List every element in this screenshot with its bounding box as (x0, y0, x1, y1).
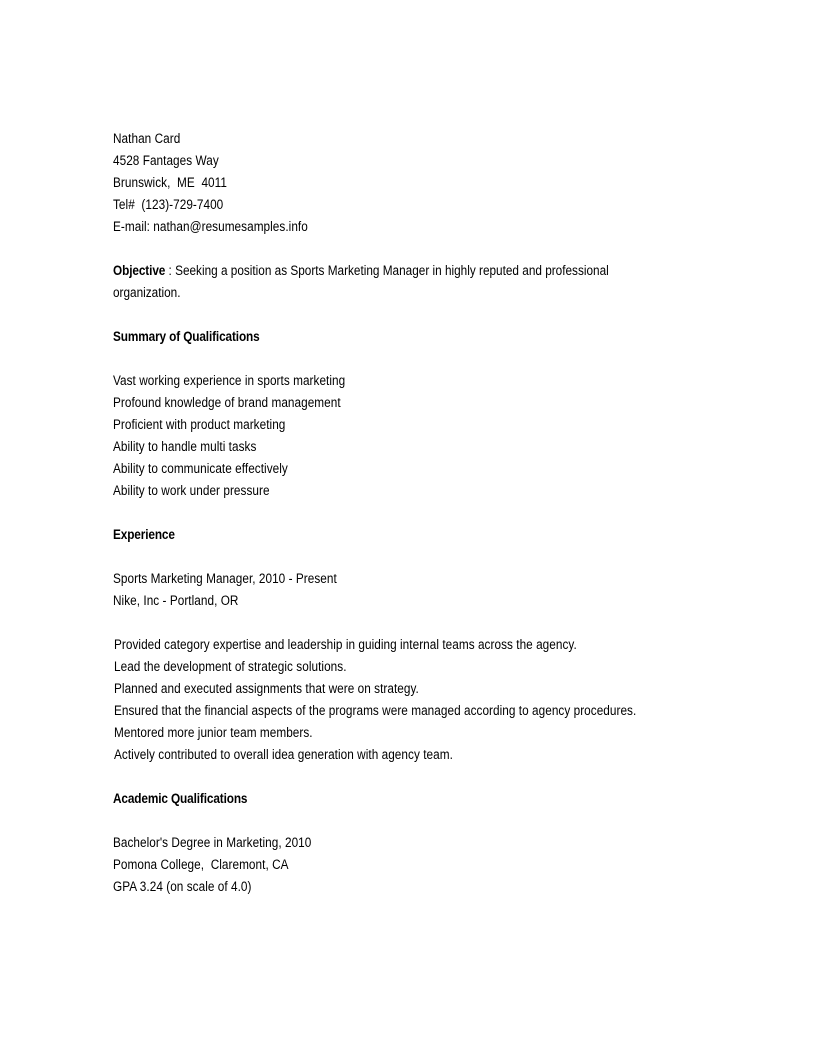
spacer (113, 766, 733, 788)
job-employer: Nike, Inc - Portland, OR (113, 593, 239, 608)
list-item: Mentored more junior team members. (114, 725, 313, 740)
list-item: Ability to communicate effectively (113, 461, 288, 476)
spacer (113, 304, 733, 326)
spacer (113, 502, 733, 524)
experience-job-block (113, 568, 733, 612)
list-item: Lead the development of strategic solutions. (114, 659, 347, 674)
candidate-name: Nathan Card (113, 131, 181, 146)
spacer (113, 810, 733, 832)
list-item: Pomona College, Claremont, CA (113, 857, 289, 872)
spacer (113, 546, 733, 568)
list-item: Planned and executed assignments that were on strategy. (114, 681, 419, 696)
list-item: Actively contributed to overall idea generation with agency team. (114, 747, 453, 762)
list-item: Ability to work under pressure (113, 483, 270, 498)
list-item: Proficient with product marketing (113, 417, 286, 432)
spacer (113, 612, 733, 634)
objective-section (113, 260, 730, 304)
list-item: Ensured that the financial aspects of the programs were managed according to agency procedures. (114, 703, 637, 718)
contact-header (113, 128, 733, 238)
summary-items-list (113, 370, 733, 502)
academic-details-list (113, 832, 733, 898)
list-item: Ability to handle multi tasks (113, 439, 257, 454)
resume-body (113, 128, 733, 898)
objective-line-2: organization. (113, 285, 181, 300)
city-state-zip: Brunswick, ME 4011 (113, 175, 227, 190)
spacer (113, 238, 733, 260)
list-item: Bachelor's Degree in Marketing, 2010 (113, 835, 312, 850)
list-item: GPA 3.24 (on scale of 4.0) (113, 879, 252, 894)
objective-label: Objective (113, 263, 166, 278)
academic-heading: Academic Qualifications (113, 791, 248, 806)
summary-heading: Summary of Qualifications (113, 329, 260, 344)
street-address: 4528 Fantages Way (113, 153, 219, 168)
list-item: Profound knowledge of brand management (113, 395, 341, 410)
objective-text-part-1: Seeking a position as Sports Marketing Manager in highly reputed and professional (175, 263, 609, 278)
list-item: Provided category expertise and leadership in guiding internal teams across the agency. (114, 637, 577, 652)
list-item: Vast working experience in sports marketing (113, 373, 346, 388)
experience-achievements-list (114, 634, 733, 766)
job-title: Sports Marketing Manager, 2010 - Present (113, 571, 337, 586)
phone-number: Tel# (123)-729-7400 (113, 197, 224, 212)
spacer (113, 348, 733, 370)
objective-separator: : (165, 263, 176, 278)
email-address: E-mail: nathan@resumesamples.info (113, 219, 308, 234)
experience-heading: Experience (113, 527, 175, 542)
objective-line-1 (113, 260, 730, 282)
